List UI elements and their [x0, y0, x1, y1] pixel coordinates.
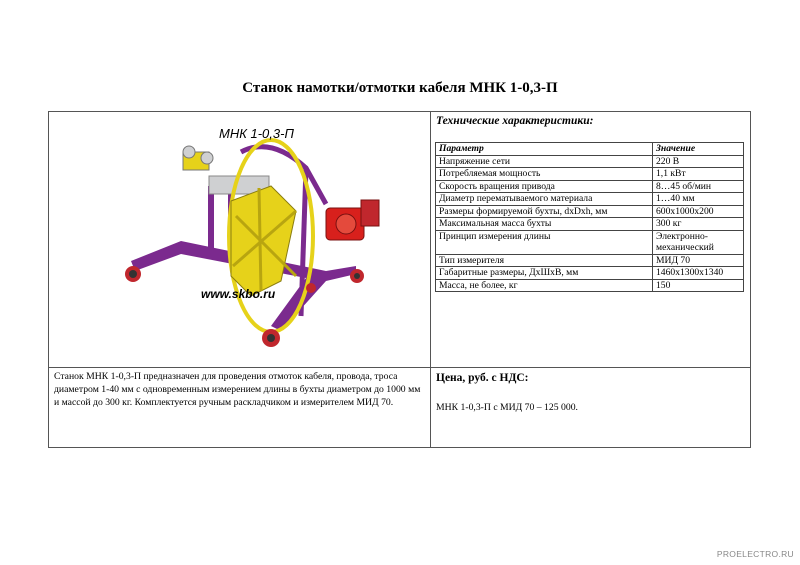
specs-heading: Технические характеристики:	[436, 115, 594, 127]
model-label: МНК 1-0,3-П	[219, 126, 294, 141]
spec-value: 300 кг	[653, 218, 744, 231]
motor-gearbox	[361, 200, 379, 226]
spec-value: 1…40 мм	[653, 193, 744, 206]
guide-roller	[183, 146, 195, 158]
wheel-rear-2	[306, 283, 316, 293]
table-row	[436, 180, 744, 193]
table-row	[436, 205, 744, 218]
spec-param: Масса, не более, кг	[436, 279, 653, 292]
spec-param: Габаритные размеры, ДхШхВ, мм	[436, 267, 653, 280]
spec-param: Напряжение сети	[436, 155, 653, 168]
table-row	[436, 279, 744, 292]
column-divider	[430, 112, 431, 447]
site-label: www.skbo.ru	[201, 287, 276, 301]
row-divider	[49, 367, 750, 368]
spec-param: Максимальная масса бухты	[436, 218, 653, 231]
spec-param: Скорость вращения привода	[436, 180, 653, 193]
spec-value: 1,1 кВт	[653, 168, 744, 181]
guide-roller-2	[201, 152, 213, 164]
spec-param: Диаметр перематываемого материала	[436, 193, 653, 206]
wheel-front-left	[125, 266, 141, 282]
spec-value: 8…45 об/мин	[653, 180, 744, 193]
spec-param: Принцип измерения длины	[436, 230, 653, 254]
watermark-footer: PROELECTRO.RU	[716, 549, 794, 559]
table-row	[436, 168, 744, 181]
table-row	[436, 193, 744, 206]
spec-value: 1460x1300x1340	[653, 267, 744, 280]
spec-param: Потребляемая мощность	[436, 168, 653, 181]
product-description: Станок МНК 1-0,3-П предназначен для проведения отмоток кабеля, провода, троса диаметром 1-40 мм с одновременным измерением длины в бухты диаметром до 1000 мм и массой до 300 кг. Комплектуется ручным раскладчиком и измерителем МИД 70.	[54, 371, 421, 408]
table-row	[436, 218, 744, 231]
table-row	[436, 254, 744, 267]
spec-value: Электронно-механический	[653, 230, 744, 254]
price-value: МНК 1-0,3-П с МИД 70 – 125 000.	[436, 402, 578, 413]
table-row	[436, 267, 744, 280]
spec-value: 220 В	[653, 155, 744, 168]
specs-header-value: Значение	[653, 143, 744, 156]
specs-table	[435, 142, 744, 292]
motor-flange	[336, 214, 356, 234]
reel-arm-3	[259, 188, 261, 291]
machine-illustration	[121, 116, 391, 360]
specs-header-row	[436, 143, 744, 156]
specs-header-param: Параметр	[436, 143, 653, 156]
spec-param: Тип измерителя	[436, 254, 653, 267]
table-row	[436, 230, 744, 254]
spec-param: Размеры формируемой бухты, dxDxh, мм	[436, 205, 653, 218]
page-title: Станок намотки/отмотки кабеля МНК 1-0,3-П	[242, 80, 558, 96]
wheel-front-right	[262, 329, 280, 347]
spec-value: 150	[653, 279, 744, 292]
wheel-rear	[350, 269, 364, 283]
spec-value: МИД 70	[653, 254, 744, 267]
spec-value: 600x1000x200	[653, 205, 744, 218]
spec-sheet-table	[48, 111, 751, 448]
table-row	[436, 155, 744, 168]
price-heading: Цена, руб. с НДС:	[436, 372, 529, 384]
